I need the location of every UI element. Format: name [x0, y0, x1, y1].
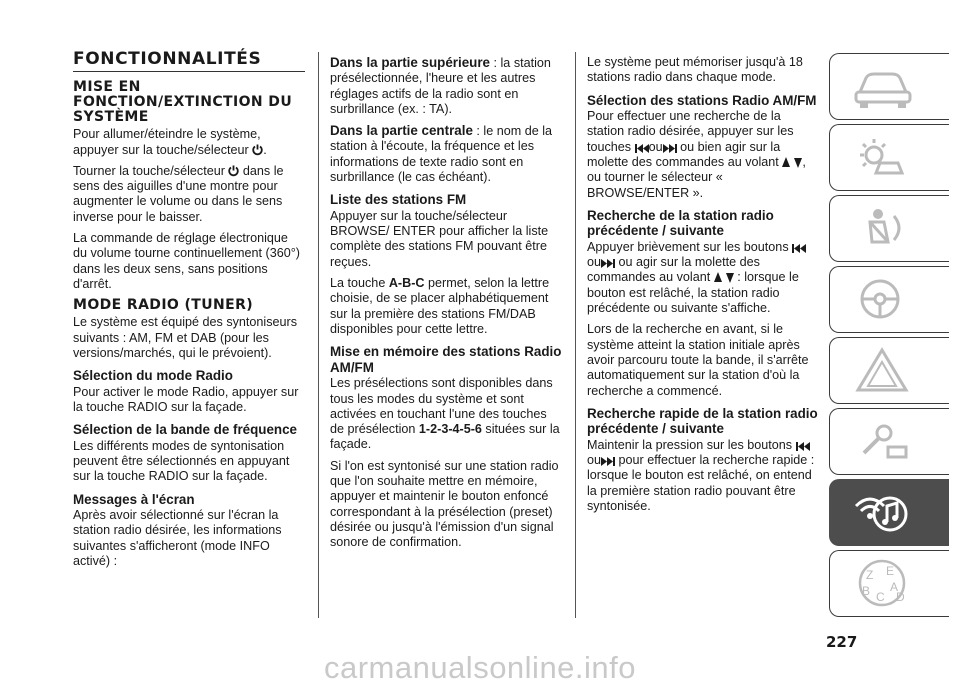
paragraph: Pour effectuer une recherche de la station radio désirée, appuyer sur les touches ou ou bien agir sur la molette des commandes au volant , ou tourner le sélecteur « BROWSE/ENTER ».	[587, 109, 806, 200]
paragraph: Si l'on est syntonisé sur une station radio que l'on souhaite mettre en mémoire, appuyer et maintenir le bouton enfoncé correspondant à la présélection (preset) désirée ou jusqu'à l'émission d'un signal sonore de confirmation.	[330, 458, 559, 550]
svg-text:E: E	[886, 564, 895, 578]
power-icon	[252, 144, 263, 156]
svg-text:C: C	[876, 590, 885, 604]
paragraph: Tourner la touche/sélecteur dans le sens des aiguilles d'une montre pour augmenter le volume ou dans le sens inverse pour le baisser.	[73, 163, 284, 224]
column-divider	[575, 52, 576, 618]
paragraph: Maintenir la pression sur les boutons ou pour effectuer la recherche rapide : lorsque le bouton est relâché, on entend la première station radio pouvant être syntonisée.	[587, 437, 815, 514]
svg-text:A: A	[890, 580, 899, 594]
paragraph: La touche A-B-C permet, selon la lettre choisie, de se placer alphabétiquement sur la première des stations FM/DAB disponibles pour cette lettre.	[330, 276, 550, 336]
wrench-car-icon	[850, 417, 914, 465]
multimedia-icon	[850, 488, 914, 536]
seek-forward-icon	[663, 144, 677, 153]
airbag-seatbelt-icon	[850, 204, 914, 252]
seek-back-icon	[792, 244, 806, 253]
paragraph: Pour activer le mode Radio, appuyer sur la touche RADIO sur la façade.	[73, 384, 299, 414]
svg-text:B: B	[862, 584, 871, 598]
svg-text:Z: Z	[866, 568, 874, 582]
heading-fm-list: Liste des stations FM	[330, 192, 467, 208]
tab-safety[interactable]	[829, 195, 949, 262]
paragraph: Appuyer sur la touche/sélecteur BROWSE/ ENTER pour afficher la liste complète des stations FM pouvant être reçues.	[330, 208, 549, 269]
paragraph: Appuyer brièvement sur les boutons ou ou agir sur la molette des commandes au volant : lorsque le bouton est relâché, la station radio précédente ou suivante s'affiche.	[587, 240, 819, 316]
index-letters-icon	[850, 559, 914, 607]
paragraph: Le système est équipé des syntoniseurs suivants : AM, FM et DAB (pour les versions/marchés, qui le prévoient).	[73, 315, 298, 360]
column-2	[330, 55, 562, 557]
watermark: carmanualsonline.info	[323, 650, 637, 685]
column-divider	[318, 52, 319, 618]
heading-prev-next: Recherche de la station radio précédente / suivante	[587, 207, 774, 239]
paragraph: Les présélections sont disponibles dans tous les modes du système et sont activées en touchant l'une des touches de présélection 1-2-3-4-5-6 situées sur la façade.	[330, 376, 560, 452]
section-title: FONCTIONNALITÉS	[73, 49, 262, 69]
column-1	[73, 49, 305, 575]
heading-select-band: Sélection de la bande de fréquence	[73, 422, 297, 438]
warning-triangle-icon	[850, 346, 914, 394]
svg-text:D: D	[896, 590, 905, 604]
heading-fast-search: Recherche rapide de la station radio précédente / suivante	[587, 405, 818, 437]
paragraph: Le système peut mémoriser jusqu'à 18 stations radio dans chaque mode.	[587, 55, 803, 85]
tab-vehicle[interactable]	[829, 53, 949, 120]
heading-station-select: Sélection des stations Radio AM/FM	[587, 92, 817, 108]
paragraph: Après avoir sélectionné sur l'écran la station radio désirée, les informations suivantes s'afficheront (mode INFO activé) :	[73, 508, 282, 569]
tab-maintenance[interactable]	[829, 408, 949, 475]
up-down-arrows-icon	[782, 157, 802, 168]
heading-mode-radio: MODE RADIO (TUNER)	[73, 297, 254, 314]
power-icon	[228, 165, 239, 177]
heading-messages: Messages à l'écran	[73, 491, 195, 507]
up-down-arrows-icon	[714, 272, 734, 283]
dashboard-lights-icon	[850, 133, 914, 181]
paragraph: Les différents modes de syntonisation peuvent être sélectionnés en appuyant sur la touche RADIO sur la façade.	[73, 438, 290, 484]
heading-power: MISE EN FONCTION/EXTINCTION DU SYSTÈME	[73, 79, 293, 126]
tab-index[interactable]	[829, 550, 949, 617]
tab-emergency[interactable]	[829, 337, 949, 404]
heading-select-mode: Sélection du mode Radio	[73, 368, 233, 384]
paragraph: Lors de la recherche en avant, si le système atteint la station initiale après avoir parcouru toute la bande, il s'arrête automatiquement sur la station d'où la recherche a commencé.	[587, 322, 809, 398]
heading-memory: Mise en mémoire des stations Radio AM/FM	[330, 344, 562, 375]
paragraph: Dans la partie supérieure : la station présélectionnée, l'heure et les autres réglages actifs de la radio sont en surbrillance (ex. : TA).	[330, 55, 551, 116]
paragraph: Pour allumer/éteindre le système, appuyer sur la touche/sélecteur .	[73, 127, 267, 157]
chapter-tabs	[829, 53, 949, 621]
tab-dashboard[interactable]	[829, 124, 949, 191]
paragraph: La commande de réglage électronique du volume tourne continuellement (360°) dans les deux sens, sans positions d'arrêt.	[73, 231, 300, 291]
seek-back-icon	[635, 144, 649, 153]
car-icon	[850, 62, 914, 110]
page-number: 227	[826, 633, 858, 651]
title-divider	[73, 71, 305, 72]
column-3	[587, 55, 819, 520]
seek-back-icon	[796, 442, 810, 451]
tab-driving[interactable]	[829, 266, 949, 333]
paragraph: Dans la partie centrale : le nom de la station à l'écoute, la fréquence et les informations de texte radio sont en surbrillance (le cas échéant).	[330, 123, 553, 185]
tab-multimedia[interactable]	[829, 479, 949, 546]
seek-forward-icon	[601, 457, 615, 466]
steering-wheel-icon	[850, 275, 914, 323]
seek-forward-icon	[601, 259, 615, 268]
